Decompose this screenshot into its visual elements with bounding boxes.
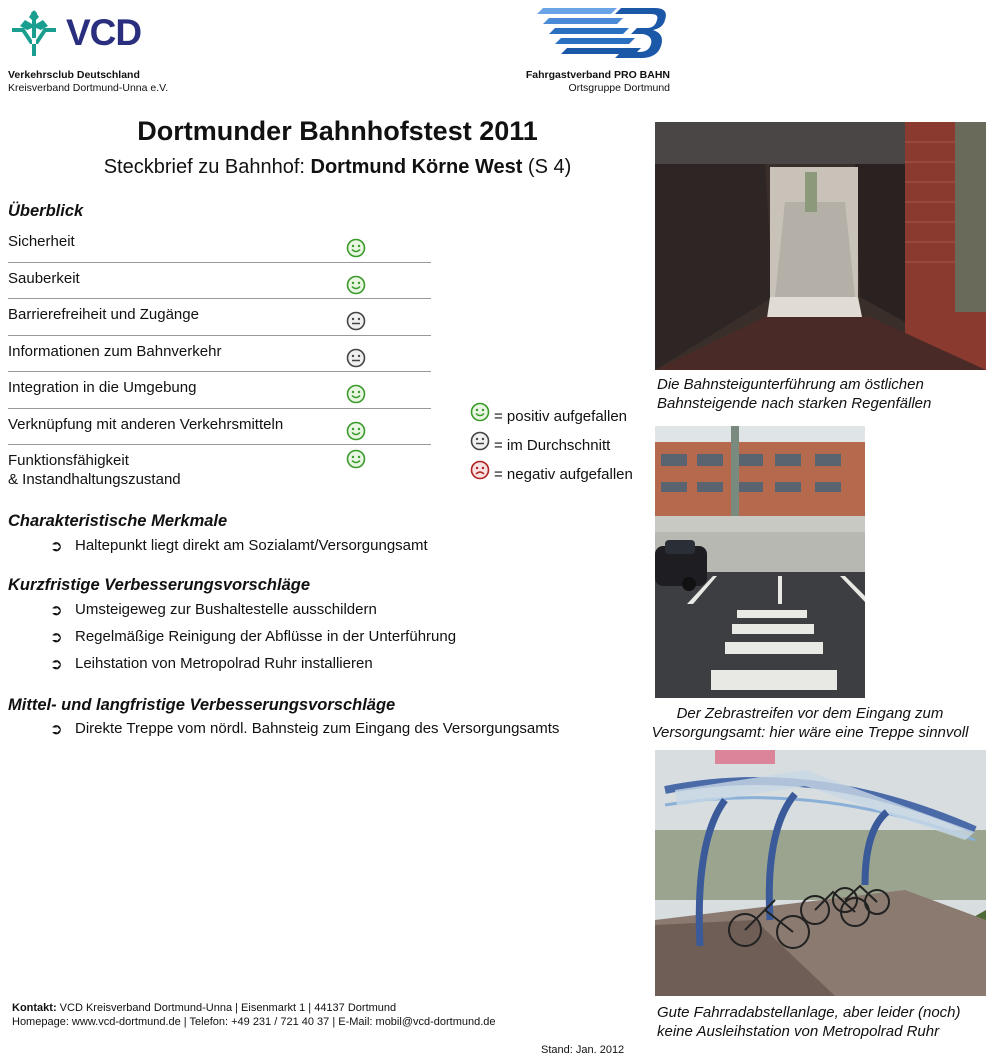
- criterion-label: Verknüpfung mit anderen Verkehrsmitteln: [8, 415, 284, 433]
- list-item-text: Regelmäßige Reinigung der Abflüsse in der Unterführung: [75, 628, 457, 645]
- list-item-text: Direkte Treppe vom nördl. Bahnsteig zum Eingang des Versorgungsamts: [75, 720, 560, 737]
- left-org-sub: Kreisverband Dortmund-Unna e.V.: [8, 82, 169, 94]
- smiley-neutral-icon: [346, 348, 366, 368]
- criterion-label: Sauberkeit: [8, 269, 80, 287]
- caption-line: Der Zebrastreifen vor dem Eingang zum: [676, 705, 944, 722]
- overview-row: [8, 445, 431, 493]
- criterion-label: Sicherheit: [8, 233, 75, 250]
- vcd-logo-text: VCD: [66, 12, 142, 53]
- arrow-bullet-icon: ➲: [50, 656, 63, 673]
- legend-neutral-text: = im Durchschnitt: [494, 437, 611, 454]
- overview-row: [8, 226, 431, 263]
- smiley-positive-icon: [346, 384, 366, 404]
- overview-row: [8, 372, 431, 409]
- right-org-name: Fahrgastverband PRO BAHN: [525, 69, 670, 81]
- stand-date: Stand: Jan. 2012: [541, 1044, 625, 1056]
- photo-zebra-crossing: [655, 426, 865, 698]
- criterion-label: Informationen zum Bahnverkehr: [8, 342, 222, 360]
- smiley-positive-icon: [470, 402, 490, 422]
- caption-line: keine Ausleihstation von Metropolrad Ruhr: [657, 1023, 940, 1040]
- caption-line: Die Bahnsteigunterführung am östlichen: [657, 376, 924, 393]
- caption-line: Gute Fahrradabstellanlage, aber leider (noch): [657, 1004, 961, 1021]
- subtitle-prefix: Steckbrief zu Bahnhof:: [103, 156, 311, 178]
- overview-row: [8, 263, 431, 300]
- smiley-negative-icon: [470, 460, 490, 480]
- photo-underpass-caption: [657, 375, 931, 413]
- homepage-line: Homepage: www.vcd-dortmund.de | Telefon: +49 231 / 721 40 37 | E-Mail: mobil@vcd-dortmund.de: [12, 1016, 496, 1028]
- photo-bike-parking: [655, 750, 986, 996]
- characteristics-heading: Charakteristische Merkmale: [8, 512, 228, 530]
- right-organization: [470, 69, 670, 95]
- overview-table: [8, 226, 431, 493]
- smiley-positive-icon: [346, 275, 366, 295]
- probahn-logo: [535, 4, 670, 62]
- photo-zebra-caption: [640, 704, 980, 742]
- zebra-crossing-photo-image: [655, 426, 865, 698]
- photo-bike-caption: [657, 1003, 961, 1041]
- criterion-label: Integration in die Umgebung: [8, 379, 197, 396]
- list-item-text: Haltepunkt liegt direkt am Sozialamt/Versorgungsamt: [75, 537, 428, 554]
- smiley-neutral-icon: [470, 431, 490, 451]
- criterion-label: [8, 451, 338, 489]
- smiley-positive-icon: [346, 421, 366, 441]
- list-item-text: Umsteigeweg zur Bushaltestelle ausschildern: [75, 601, 377, 618]
- probahn-emblem-icon: [535, 4, 670, 62]
- left-organization: [8, 69, 168, 95]
- criterion-label: Barrierefreiheit und Zugänge: [8, 306, 199, 323]
- legend-positive-text: = positiv aufgefallen: [494, 408, 628, 425]
- list-item-text: Leihstation von Metropolrad Ruhr installieren: [75, 655, 373, 672]
- arrow-bullet-icon: ➲: [50, 538, 63, 555]
- right-org-sub: Ortsgruppe Dortmund: [568, 82, 670, 94]
- station-line: (S 4): [522, 156, 572, 178]
- page-title: Dortmunder Bahnhofstest 2011: [137, 116, 538, 146]
- criterion-label-line1: Funktionsfähigkeit: [8, 452, 129, 469]
- overview-row: [8, 299, 431, 336]
- short-term-heading: Kurzfristige Verbesserungsvorschläge: [8, 576, 310, 594]
- smiley-positive-icon: [346, 238, 366, 258]
- caption-line: Versorgungsamt: hier wäre eine Treppe sinnvoll: [651, 724, 969, 741]
- smiley-neutral-icon: [346, 311, 366, 331]
- parked-car-icon: [655, 540, 707, 591]
- overview-row: [8, 336, 431, 373]
- smiley-positive-icon: [346, 449, 366, 469]
- arrow-bullet-icon: ➲: [50, 721, 63, 738]
- contact-block: [12, 1001, 496, 1029]
- underpass-photo-image: [655, 122, 986, 370]
- bike-parking-photo-image: [655, 750, 986, 996]
- contact-label: Kontakt:: [12, 1002, 57, 1014]
- arrow-bullet-icon: ➲: [50, 602, 63, 619]
- vcd-logo: [8, 8, 158, 60]
- legend-negative-text: = negativ aufgefallen: [494, 466, 633, 483]
- page-subtitle: [0, 156, 675, 179]
- left-org-name: Verkehrsclub Deutschland: [8, 69, 140, 81]
- overview-heading: Überblick: [8, 202, 84, 220]
- photo-underpass: [655, 122, 986, 370]
- overview-row: [8, 409, 431, 446]
- arrow-bullet-icon: ➲: [50, 629, 63, 646]
- vcd-emblem-icon: [8, 8, 60, 58]
- caption-line: Bahnsteigende nach starken Regenfällen: [657, 395, 932, 412]
- contact-text: VCD Kreisverband Dortmund-Unna | Eisenmarkt 1 | 44137 Dortmund: [56, 1002, 397, 1014]
- criterion-label-line2: & Instandhaltungszustand: [8, 471, 181, 488]
- station-name: Dortmund Körne West: [310, 156, 523, 178]
- long-term-heading: Mittel- und langfristige Verbesserungsvorschläge: [8, 696, 396, 714]
